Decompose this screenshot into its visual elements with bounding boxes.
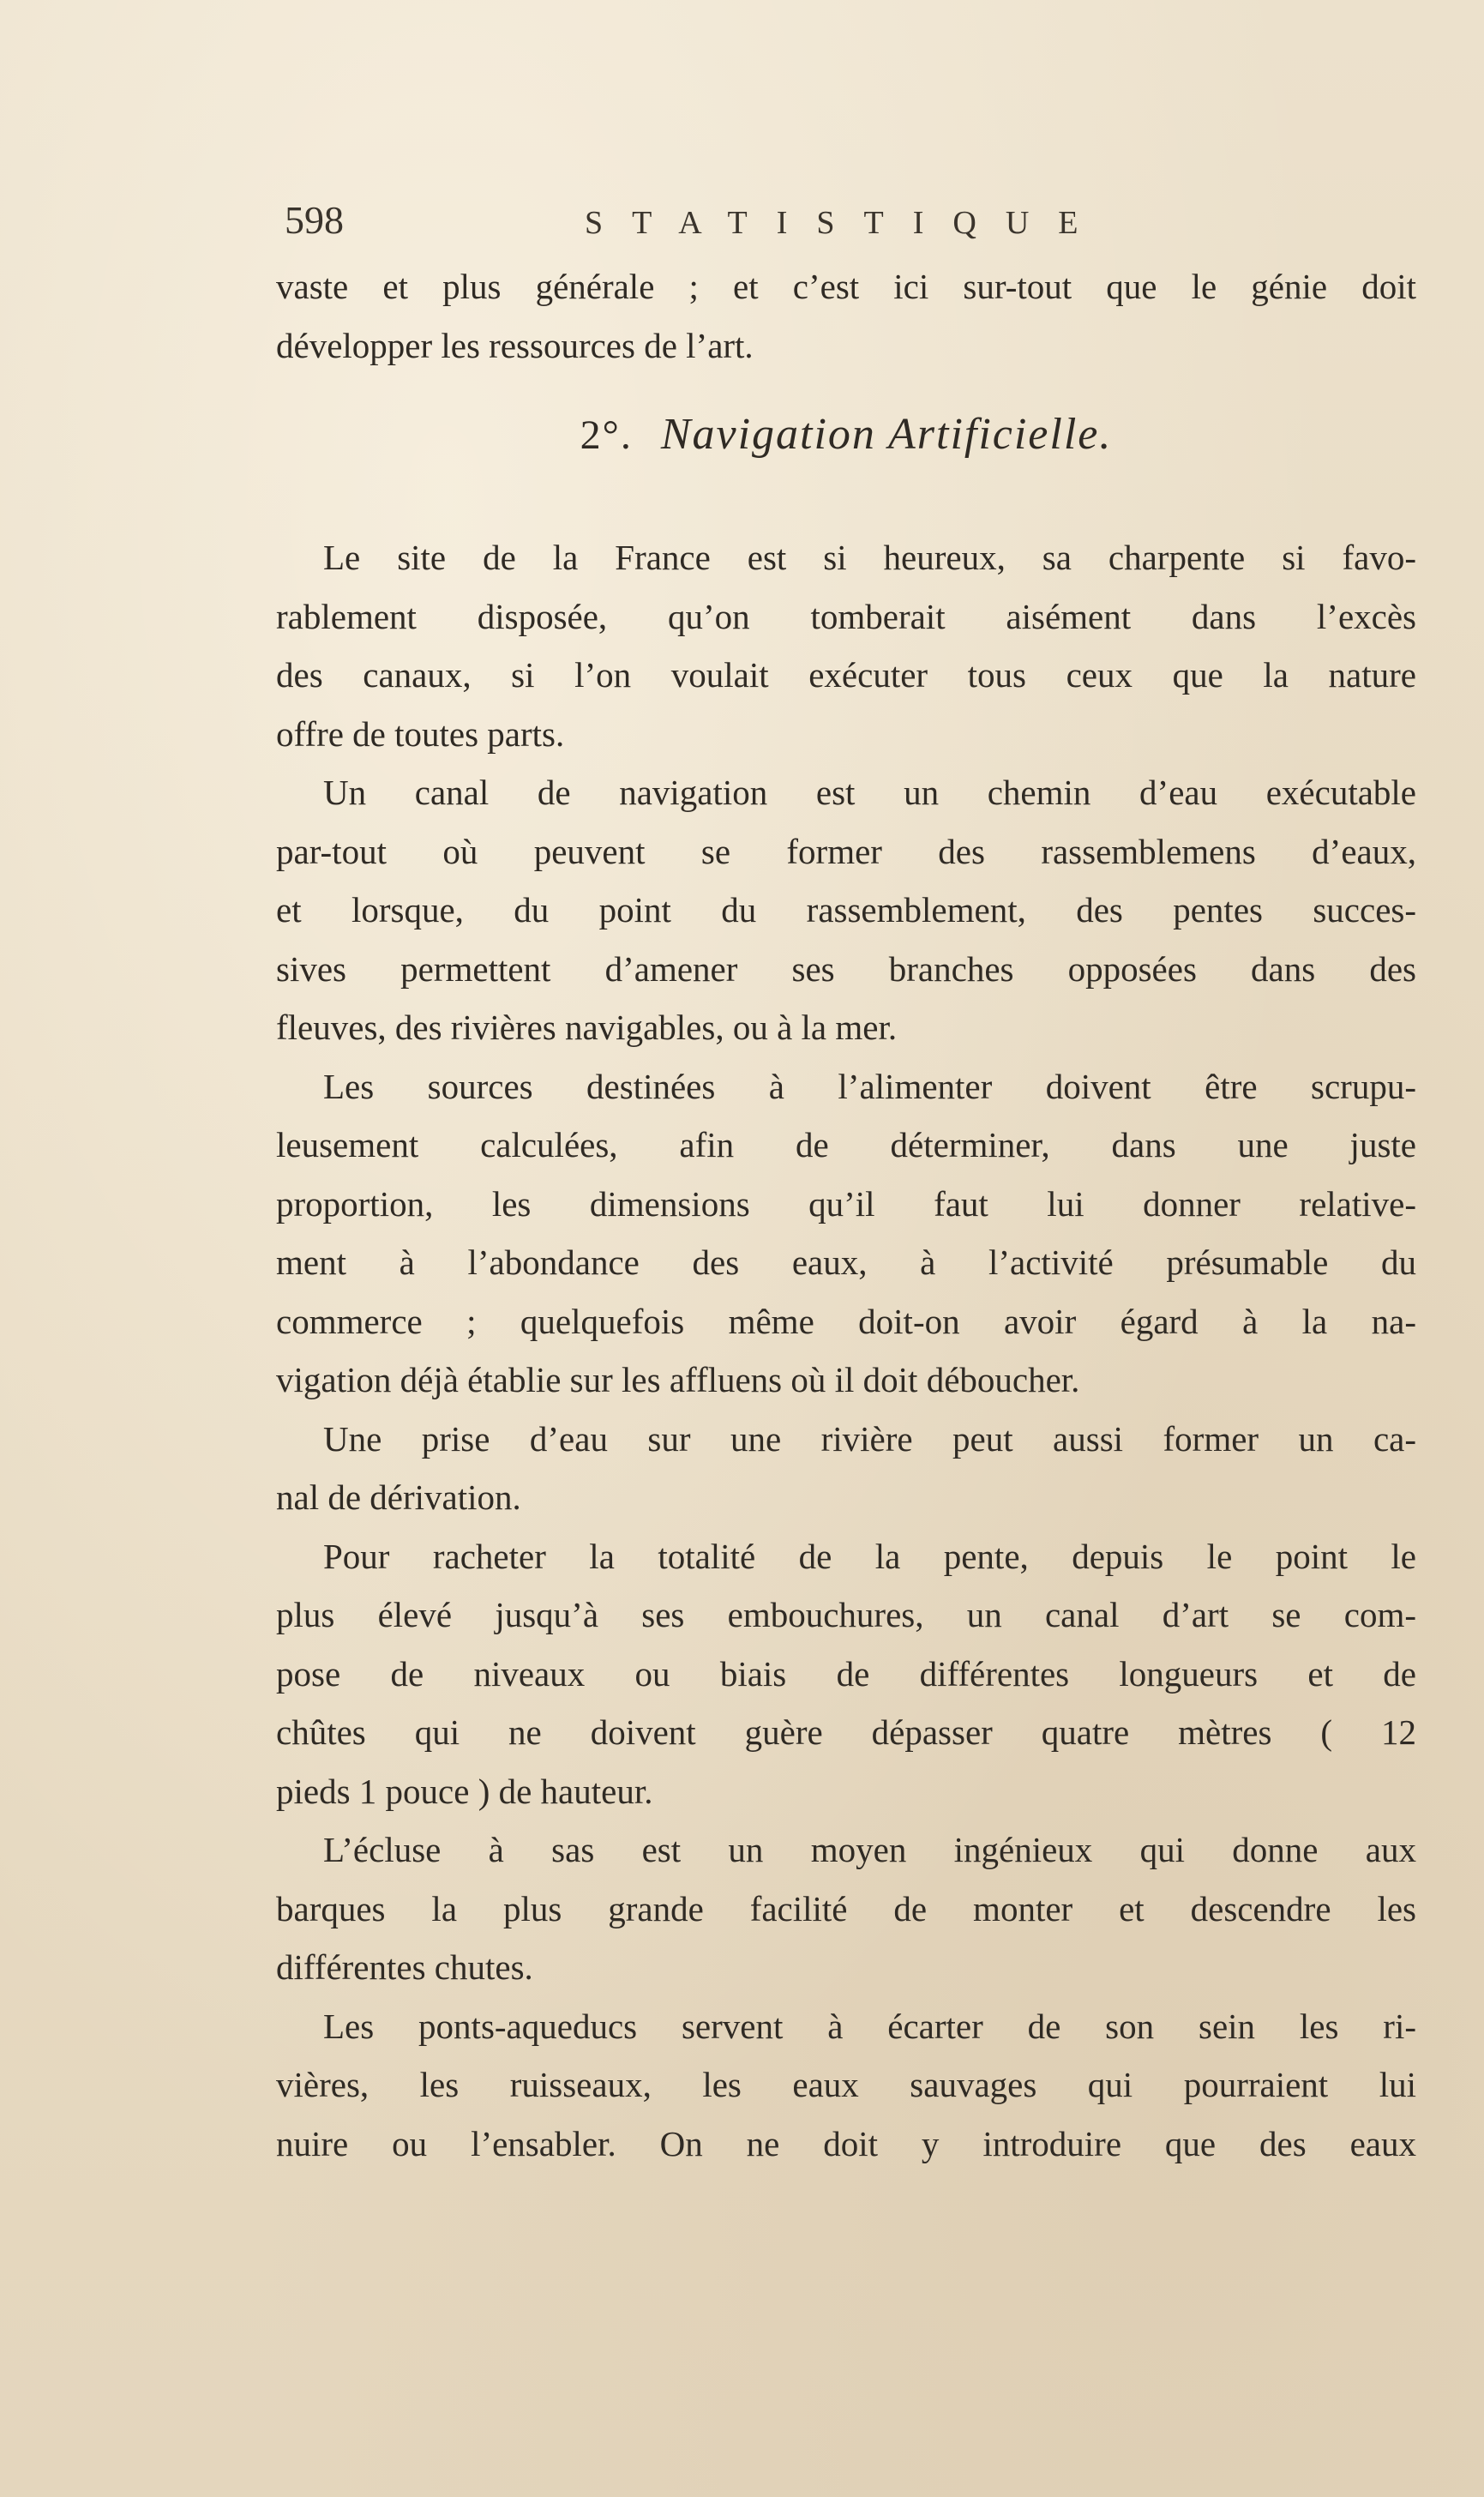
paragraph <box>276 1410 1416 1527</box>
paragraph-line: nuire ou l’ensabler. On ne doit y introduire que des eaux <box>276 2123 1416 2163</box>
paragraph-line: barques la plus grande facilité de monter et descendre les <box>276 1888 1416 1928</box>
paragraph-line: des canaux, si l’on voulait exécuter tous ceux que la nature <box>276 655 1416 695</box>
paragraph-line: chûtes qui ne doivent guère dépasser quatre mètres ( 12 <box>276 1712 1416 1752</box>
paragraph-line: rablement disposée, qu’on tomberait aisément dans l’excès <box>276 596 1416 636</box>
paragraph <box>276 1997 1416 2174</box>
paragraph-line: différentes chutes. <box>276 1947 533 1987</box>
paragraph-line: ment à l’abondance des eaux, à l’activité présumable du <box>276 1242 1416 1282</box>
paragraph-line: Une prise d’eau sur une rivière peut aussi former un ca- <box>323 1418 1416 1459</box>
running-title: STATISTIQUE <box>585 205 1108 241</box>
paragraph-line: L’écluse à sas est un moyen ingénieux qui donne aux <box>323 1830 1416 1869</box>
paragraph-line: vières, les ruisseaux, les eaux sauvages qui pourraient lui <box>276 2065 1416 2104</box>
section-number: 2°. <box>580 412 633 458</box>
paragraph-line: pose de niveaux ou biais de différentes longueurs et de <box>276 1653 1416 1694</box>
paragraph <box>276 1527 1416 1821</box>
section-title: Navigation Artificielle. <box>660 410 1113 459</box>
continued-line: développer les ressources de l’art. <box>276 325 754 365</box>
paragraph-line: leusement calculées, afin de déterminer, dans une juste <box>276 1125 1416 1164</box>
paragraph-line: pieds 1 pouce ) de hauteur. <box>276 1771 653 1811</box>
paragraph-line: Un canal de navigation est un chemin d’eau exécutable <box>323 773 1416 812</box>
paragraph-line: et lorsque, du point du rassemblement, des pentes succes- <box>276 890 1416 930</box>
paragraph-line: commerce ; quelquefois même doit-on avoir égard à la na- <box>276 1301 1416 1341</box>
paragraph-line: sives permettent d’amener ses branches opposées dans des <box>276 948 1416 989</box>
paragraph-line: Les ponts-aqueducs servent à écarter de son sein les ri- <box>323 2006 1416 2046</box>
paragraph <box>276 1820 1416 1997</box>
paragraph <box>276 528 1416 763</box>
paragraph-line: proportion, les dimensions qu’il faut lui donner relative- <box>276 1183 1416 1224</box>
text-block <box>276 197 1416 2173</box>
page-number: 598 <box>285 198 344 242</box>
paragraph-line: offre de toutes parts. <box>276 713 565 754</box>
paragraph-line: Les sources destinées à l’alimenter doivent être scrupu- <box>323 1066 1416 1106</box>
paragraph-line: vigation déjà établie sur les affluens où il doit déboucher. <box>276 1360 1080 1399</box>
paragraph-line: plus élevé jusqu’à ses embouchures, un canal d’art se com- <box>276 1595 1416 1634</box>
paragraph-line: Le site de la France est si heureux, sa charpente si favo- <box>323 538 1416 577</box>
paragraph-line: par-tout où peuvent se former des rassemblemens d’eaux, <box>276 831 1416 871</box>
paragraph-line: Pour racheter la totalité de la pente, depuis le point le <box>323 1536 1416 1576</box>
continued-line: vaste et plus générale ; et c’est ici sur-tout que le génie doit <box>276 267 1416 306</box>
paragraph <box>276 763 1416 1057</box>
running-head <box>276 197 1416 257</box>
section-heading <box>276 409 1416 460</box>
paragraph-line: nal de dérivation. <box>276 1477 521 1517</box>
paragraph-line: fleuves, des rivières navigables, ou à la mer. <box>276 1008 898 1047</box>
paragraph <box>276 1057 1416 1410</box>
